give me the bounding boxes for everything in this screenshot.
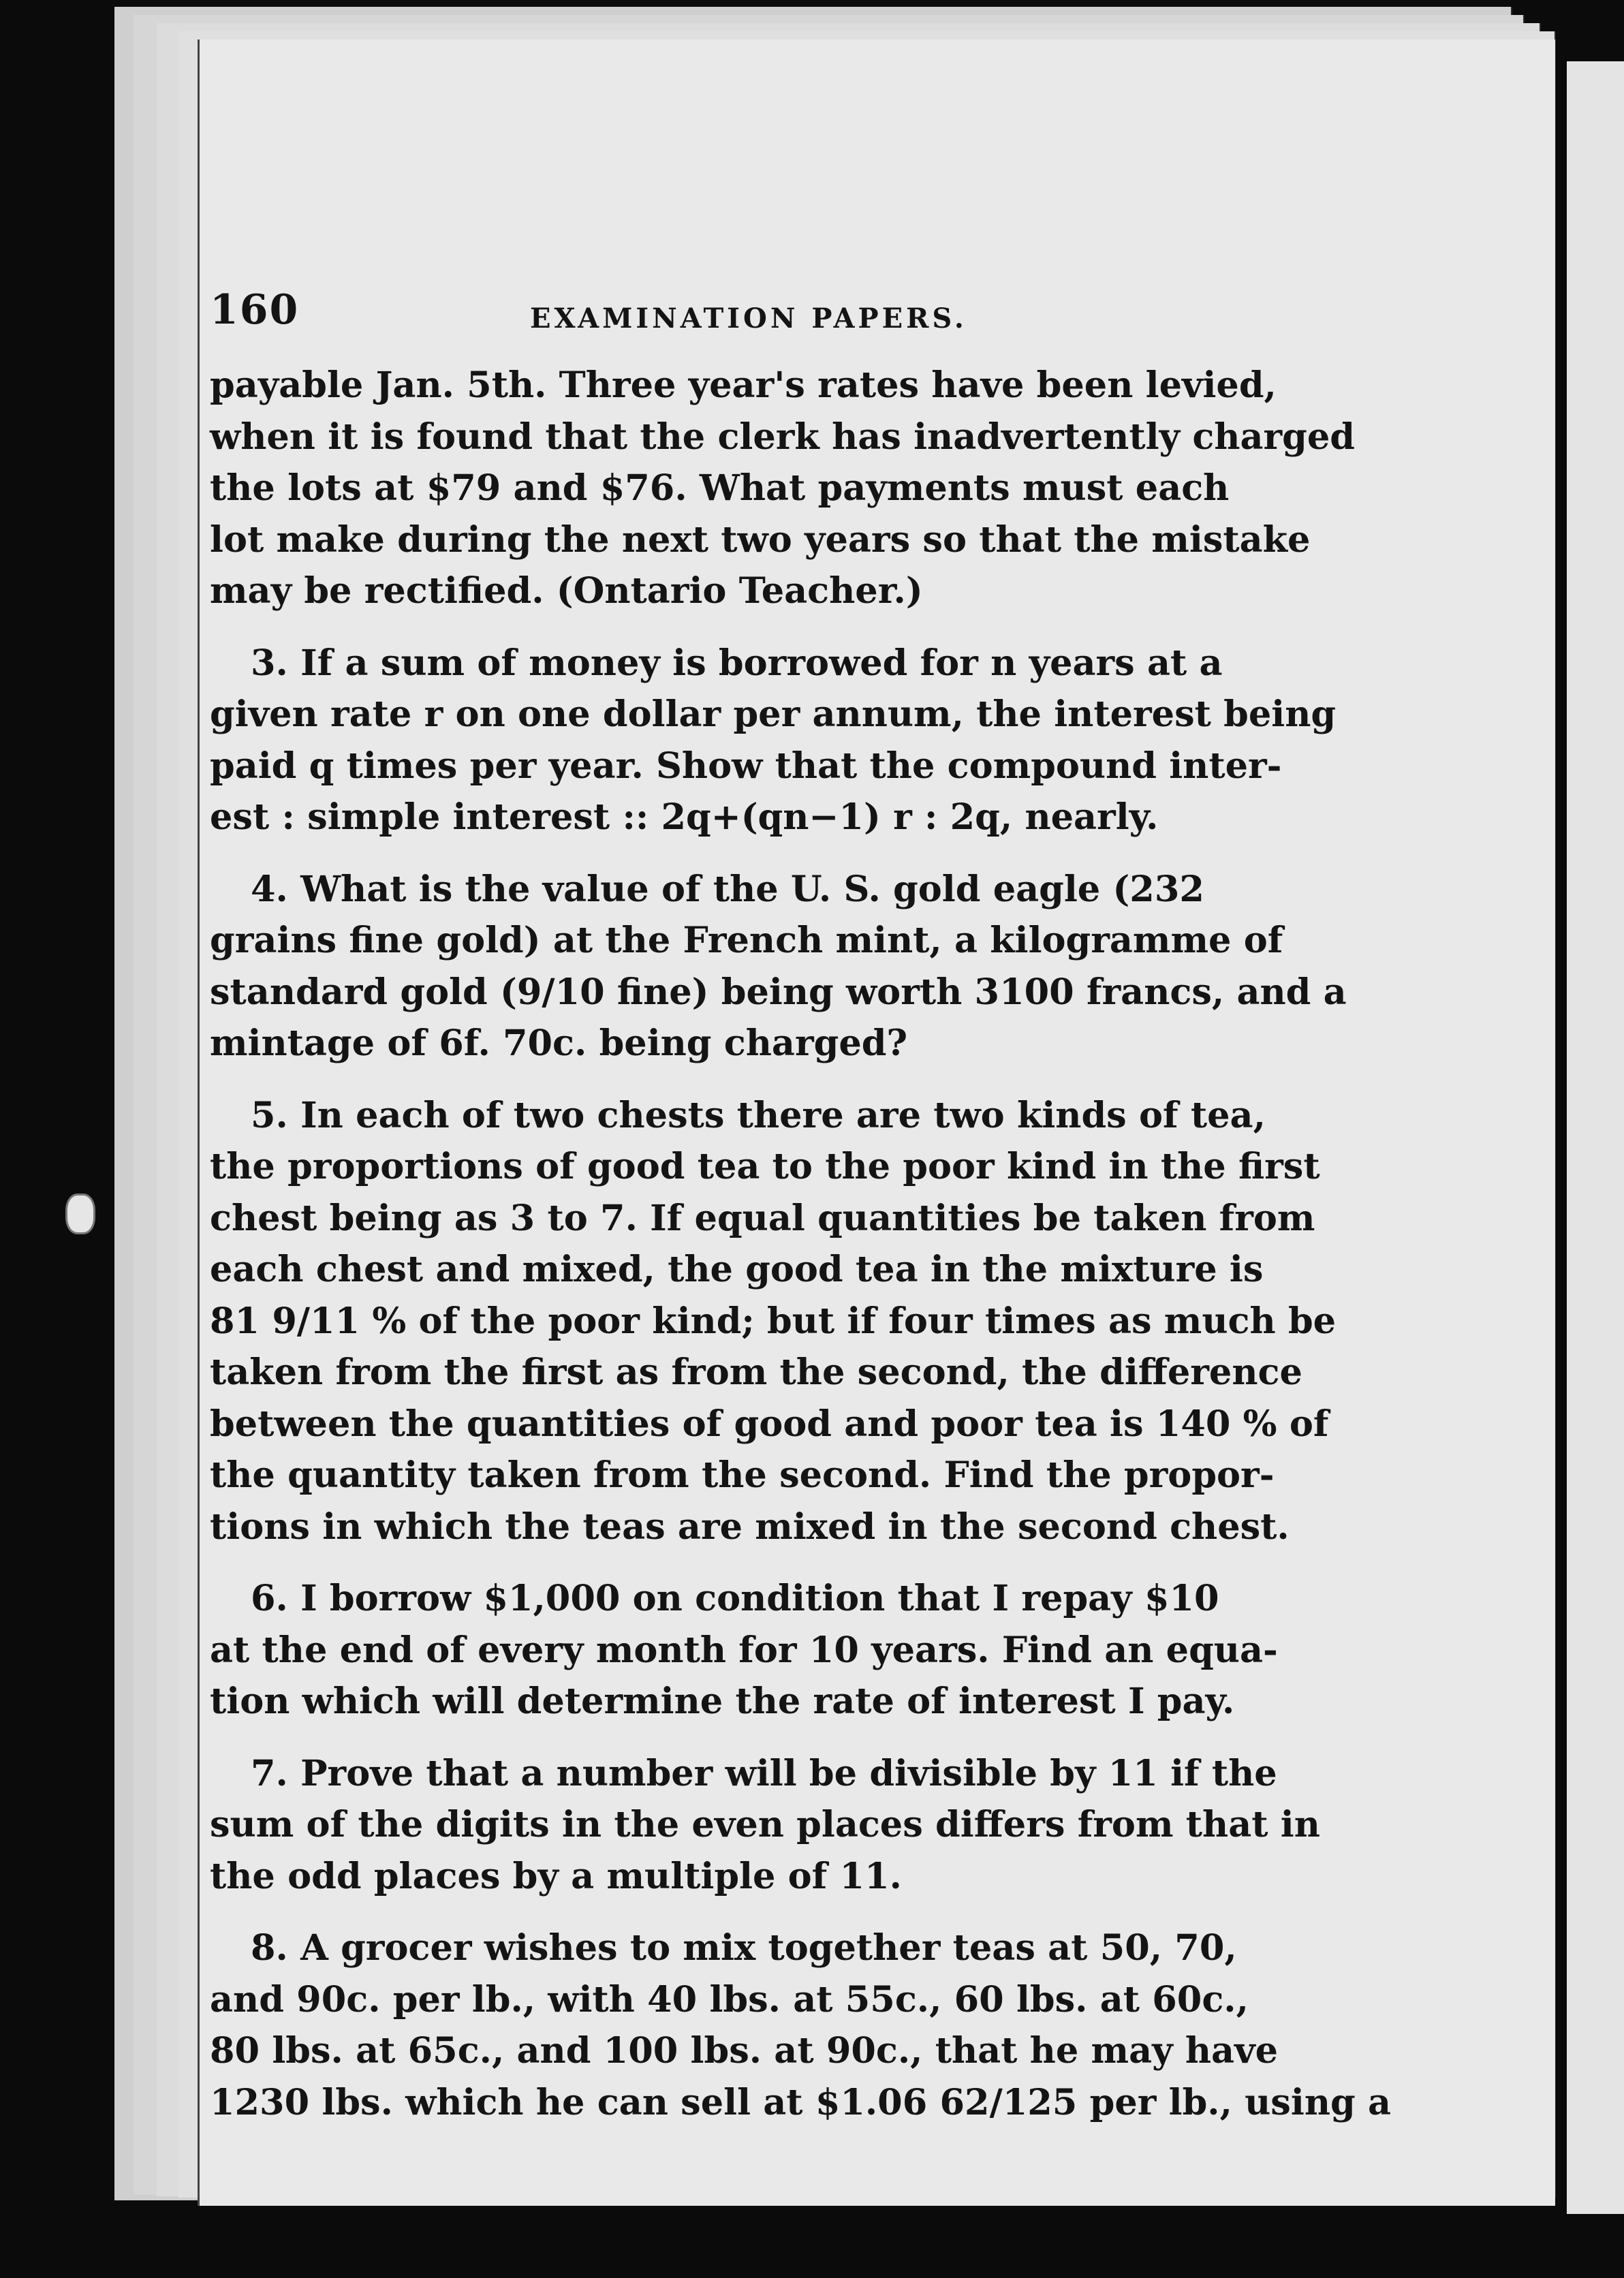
text-line: payable Jan. 5th. Three year's rates have been levied,	[210, 364, 1277, 406]
page-text	[210, 286, 1416, 2128]
text-line: sum of the digits in the even places differs from that in	[210, 1804, 1320, 1845]
text-line: paid q times per year. Show that the compound inter-	[210, 745, 1282, 787]
text-line: 5. In each of two chests there are two kinds of tea,	[251, 1094, 1266, 1136]
text-line: given rate r on one dollar per annum, the interest being	[210, 693, 1337, 735]
question-3	[210, 638, 1416, 843]
page-number: 160	[210, 286, 300, 334]
page-tab-marker	[65, 1193, 95, 1234]
question-6	[210, 1573, 1416, 1728]
text-line: chest being as 3 to 7. If equal quantities be taken from	[210, 1197, 1315, 1239]
text-line: mintage of 6f. 70c. being charged?	[210, 1023, 908, 1064]
text-line: the quantity taken from the second. Find the propor-	[210, 1454, 1275, 1496]
text-line: and 90c. per lb., with 40 lbs. at 55c., 60 lbs. at 60c.,	[210, 1978, 1249, 2020]
text-line: each chest and mixed, the good tea in the mixture is	[210, 1249, 1264, 1290]
text-line: 80 lbs. at 65c., and 100 lbs. at 90c., that he may have	[210, 2030, 1278, 2072]
text-line: the odd places by a multiple of 11.	[210, 1855, 902, 1897]
text-line: taken from the first as from the second, the difference	[210, 1352, 1302, 1393]
text-line: 6. I borrow $1,000 on condition that I repay $10	[251, 1578, 1219, 1619]
text-line: between the quantities of good and poor tea is 140 % of	[210, 1403, 1329, 1445]
text-line: the proportions of good tea to the poor kind in the first	[210, 1146, 1320, 1187]
text-line: 1230 lbs. which he can sell at $1.06 62/125 per lb., using a	[210, 2081, 1391, 2123]
question-4	[210, 864, 1416, 1070]
text-line: grains fine gold) at the French mint, a kilogramme of	[210, 920, 1283, 961]
running-header	[210, 285, 1416, 360]
text-line: tion which will determine the rate of interest I pay.	[210, 1681, 1235, 1722]
text-line: 7. Prove that a number will be divisible by 11 if the	[251, 1752, 1277, 1794]
question-8	[210, 1922, 1416, 2128]
text-line: 81 9/11 % of the poor kind; but if four times as much be	[210, 1300, 1337, 1342]
facing-page-edge	[1567, 61, 1624, 2214]
text-line: 8. A grocer wishes to mix together teas at 50, 70,	[251, 1927, 1237, 1969]
text-line: lot make during the next two years so that the mistake	[210, 518, 1311, 561]
text-line: tions in which the teas are mixed in the second chest.	[210, 1505, 1290, 1548]
text-line: 4. What is the value of the U. S. gold eagle (232	[251, 868, 1204, 910]
question-7	[210, 1748, 1416, 1903]
text-line: may be rectified. (Ontario Teacher.)	[210, 570, 923, 612]
paragraph-continuation	[210, 360, 1416, 617]
text-line: standard gold (9/10 fine) being worth 3100 francs, and a	[210, 971, 1347, 1013]
text-line: the lots at $79 and $76. What payments must each	[210, 467, 1230, 509]
text-line: 3. If a sum of money is borrowed for n years at a	[251, 642, 1223, 684]
text-line: at the end of every month for 10 years. Find an equa-	[210, 1629, 1278, 1671]
running-title: EXAMINATION PAPERS.	[530, 302, 967, 334]
text-line: when it is found that the clerk has inadvertently charged	[210, 416, 1355, 458]
text-line: est : simple interest :: 2q+(qn−1) r : 2q, nearly.	[210, 796, 1159, 838]
question-5	[210, 1090, 1416, 1553]
